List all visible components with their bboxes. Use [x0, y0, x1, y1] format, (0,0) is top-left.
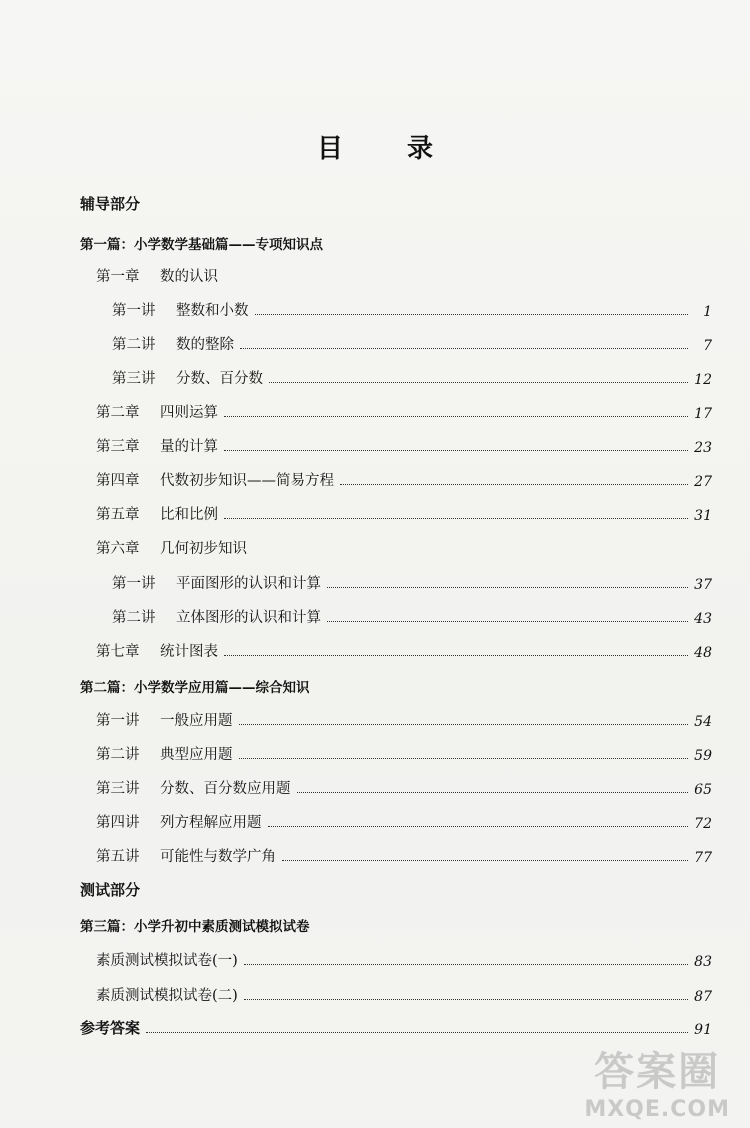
page-number: 7: [703, 338, 712, 354]
lecture-number: 第二讲: [96, 747, 140, 763]
dot-leader: [224, 416, 688, 417]
entry-title: 一般应用题: [160, 713, 233, 729]
dot-leader: [224, 518, 688, 519]
toc-entry[interactable]: [96, 398, 712, 422]
toc-entry[interactable]: [96, 946, 712, 970]
page-number: 23: [694, 440, 712, 456]
toc-entry[interactable]: [96, 842, 712, 866]
page-number: 83: [694, 954, 712, 970]
entry-title: 统计图表: [160, 644, 218, 660]
dot-leader: [224, 655, 688, 656]
page-number: 59: [694, 748, 712, 764]
toc-entry[interactable]: [96, 774, 712, 798]
entry-title: 参考答案: [80, 1019, 141, 1037]
entry-title: 素质测试模拟试卷(二): [96, 988, 238, 1004]
toc-entry[interactable]: [96, 466, 712, 490]
chapter-number: 第一章: [96, 269, 140, 285]
dot-leader: [268, 826, 689, 827]
entry-title: 数的整除: [176, 337, 234, 353]
entry-title: 四则运算: [160, 405, 218, 421]
page-number: 54: [694, 714, 712, 730]
toc-entry[interactable]: [96, 637, 712, 661]
dot-leader: [327, 621, 688, 622]
lecture-number: 第一讲: [96, 713, 140, 729]
dot-leader: [239, 758, 689, 759]
lecture-number: 第二讲: [112, 610, 156, 626]
entry-title: 平面图形的认识和计算: [176, 576, 321, 592]
toc-chapter-1: [96, 262, 218, 286]
entry-title: 分数、百分数应用题: [160, 781, 291, 797]
entry-title: 可能性与数学广角: [160, 849, 276, 865]
dot-leader: [297, 792, 689, 793]
lecture-number: 第二讲: [112, 337, 156, 353]
page-number: 65: [694, 782, 712, 798]
page-number: 31: [694, 508, 712, 524]
page-number: 17: [694, 406, 712, 422]
chapter-number: 第七章: [96, 644, 140, 660]
toc-entry[interactable]: [96, 500, 712, 524]
entry-title: 整数和小数: [176, 303, 249, 319]
chapter-number: 第五章: [96, 507, 140, 523]
dot-leader: [239, 724, 689, 725]
title-char-2: 录: [407, 134, 434, 164]
page-number: 27: [694, 474, 712, 490]
dot-leader: [244, 999, 688, 1000]
toc-entry[interactable]: [112, 296, 712, 320]
dot-leader: [269, 382, 688, 383]
dot-leader: [327, 587, 688, 588]
dot-leader: [224, 450, 688, 451]
entry-title: 代数初步知识——简易方程: [160, 473, 334, 489]
chapter-title: 数的认识: [160, 269, 218, 285]
lecture-number: 第五讲: [96, 849, 140, 865]
toc-entry[interactable]: [96, 740, 712, 764]
entry-title: 典型应用题: [160, 747, 233, 763]
page-number: 37: [694, 577, 712, 593]
lecture-number: 第三讲: [96, 781, 140, 797]
section-heading-testing: 测试部分: [80, 881, 141, 899]
toc-entry[interactable]: [112, 569, 712, 593]
chapter-number: 第三章: [96, 439, 140, 455]
entry-title: 量的计算: [160, 439, 218, 455]
dot-leader: [244, 964, 688, 965]
toc-chapter-6: [96, 534, 247, 558]
toc-entry[interactable]: [112, 330, 712, 354]
dot-leader: [240, 348, 688, 349]
entry-title: 比和比例: [160, 507, 218, 523]
entry-title: 分数、百分数: [176, 371, 263, 387]
dot-leader: [146, 1032, 688, 1033]
chapter-number: 第二章: [96, 405, 140, 421]
chapter-number: 第四章: [96, 473, 140, 489]
lecture-number: 第三讲: [112, 371, 156, 387]
page-number: 48: [694, 645, 712, 661]
page-number: 43: [694, 611, 712, 627]
entry-title: 素质测试模拟试卷(一): [96, 953, 238, 969]
page-number: 87: [694, 989, 712, 1005]
page-number: 77: [694, 850, 712, 866]
part-heading-3: 第三篇：小学升初中素质测试模拟试卷: [80, 919, 310, 935]
chapter-title: 几何初步知识: [160, 541, 247, 557]
toc-entry-answers[interactable]: [80, 1014, 712, 1038]
toc-entry[interactable]: [96, 981, 712, 1005]
chapter-number: 第六章: [96, 541, 140, 557]
toc-entry[interactable]: [96, 706, 712, 730]
dot-leader: [340, 484, 688, 485]
dot-leader: [255, 314, 689, 315]
entry-title: 立体图形的认识和计算: [176, 610, 321, 626]
lecture-number: 第一讲: [112, 576, 156, 592]
page-number: 12: [694, 372, 712, 388]
watermark: [584, 1040, 730, 1122]
toc-entry[interactable]: [96, 432, 712, 456]
page-number: 1: [703, 304, 712, 320]
lecture-number: 第一讲: [112, 303, 156, 319]
part-heading-2: 第二篇：小学数学应用篇——综合知识: [80, 680, 310, 696]
watermark-url: MXQE.COM: [584, 1097, 730, 1122]
toc-entry[interactable]: [112, 364, 712, 388]
toc-entry[interactable]: [96, 808, 712, 832]
part-heading-1: 第一篇：小学数学基础篇——专项知识点: [80, 237, 323, 253]
title-char-1: 目: [316, 134, 343, 164]
page-title: [0, 128, 750, 165]
page-number: 72: [694, 816, 712, 832]
toc-entry[interactable]: [112, 603, 712, 627]
lecture-number: 第四讲: [96, 815, 140, 831]
watermark-logo-text: 答案圈: [594, 1049, 721, 1095]
section-heading-coaching: 辅导部分: [80, 195, 141, 213]
dot-leader: [282, 860, 688, 861]
page-number: 91: [694, 1022, 712, 1038]
entry-title: 列方程解应用题: [160, 815, 262, 831]
